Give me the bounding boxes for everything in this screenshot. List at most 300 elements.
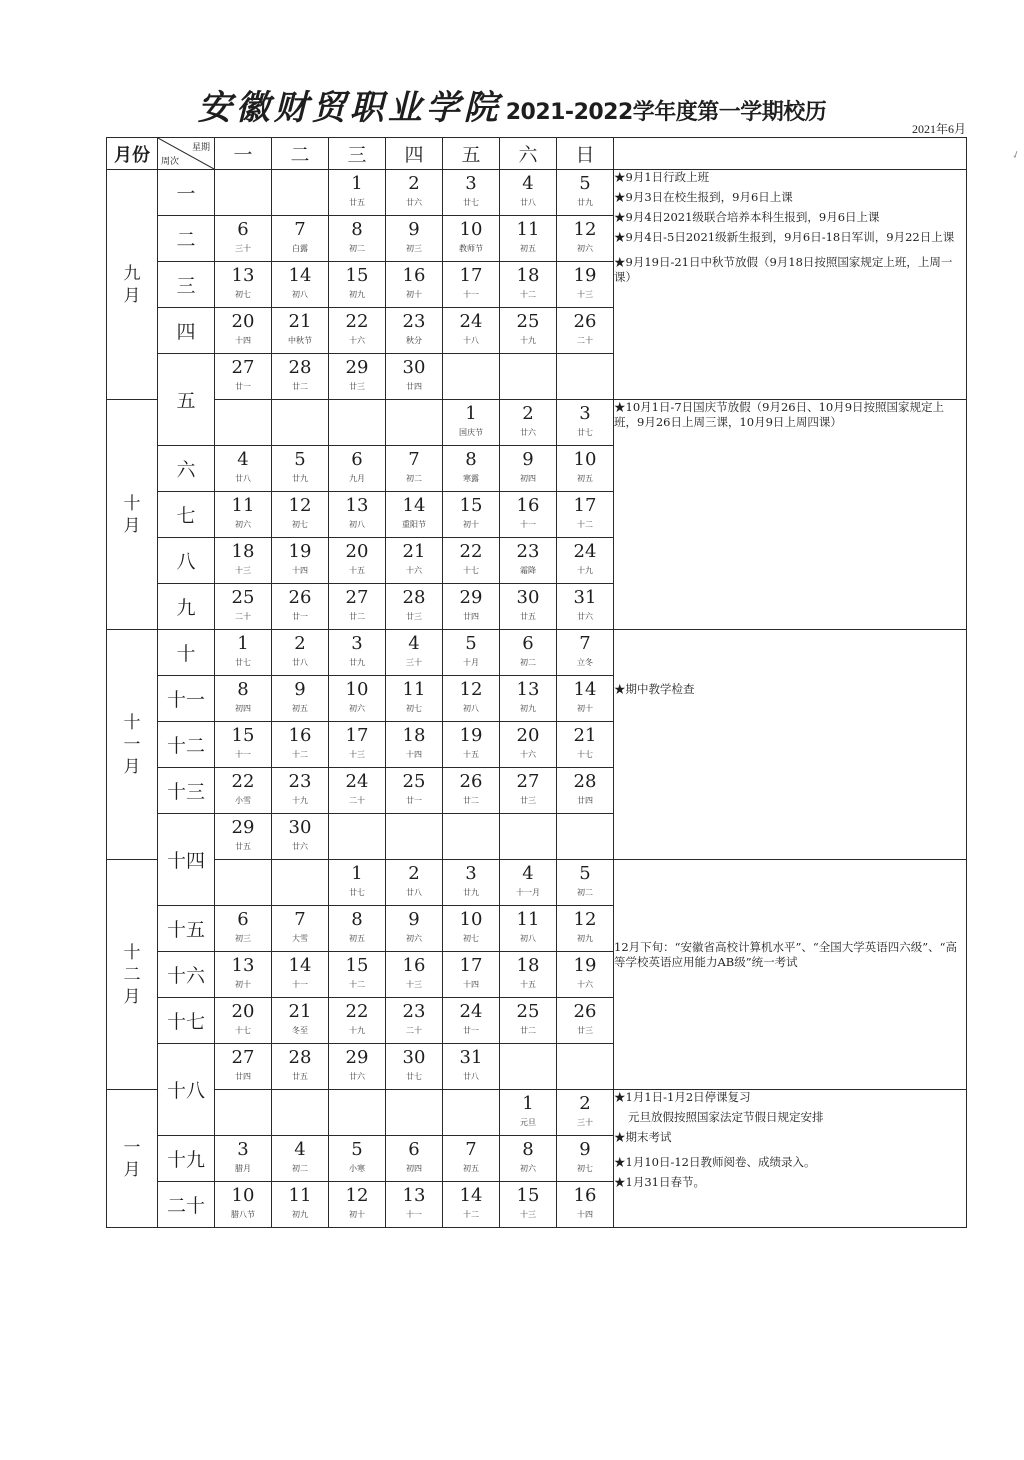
empty-day-cell (386, 1090, 443, 1136)
lunar-date: 十一月 (516, 888, 540, 897)
day-cell (443, 860, 500, 906)
day-number: 14 (288, 265, 312, 286)
day-cell (500, 860, 557, 906)
day-number: 5 (465, 633, 477, 654)
school-name: 安徽财贸职业学院 (197, 88, 502, 128)
lunar-date: 廿四 (577, 796, 593, 805)
lunar-date: 廿八 (235, 474, 251, 483)
day-number: 30 (402, 357, 426, 378)
day-cell (557, 1136, 614, 1182)
day-number: 13 (345, 495, 369, 516)
day-number: 27 (345, 587, 369, 608)
lunar-date: 二十 (235, 612, 251, 621)
lunar-date: 廿五 (520, 612, 536, 621)
day-number: 25 (516, 1001, 540, 1022)
lunar-date: 十四 (463, 980, 479, 989)
day-number: 15 (516, 1185, 540, 1206)
day-cell (386, 1182, 443, 1228)
note-item: ★9月4日-5日2021级新生报到，9月6日-18日军训，9月22日上课 (614, 230, 955, 244)
empty-day-cell (500, 1044, 557, 1090)
day-cell (443, 768, 500, 814)
day-cell (557, 906, 614, 952)
day-number: 1 (522, 1093, 534, 1114)
day-number: 28 (288, 357, 312, 378)
day-cell (272, 906, 329, 952)
day-number: 11 (516, 219, 540, 240)
lunar-date: 廿六 (349, 1072, 365, 1081)
lunar-date: 初七 (292, 520, 308, 529)
day-cell (329, 446, 386, 492)
day-number: 16 (573, 1185, 597, 1206)
lunar-date: 初十 (406, 290, 422, 299)
lunar-date: 廿一 (235, 382, 251, 391)
lunar-date: 十八 (463, 336, 479, 345)
lunar-date: 十九 (520, 336, 536, 345)
day-cell (215, 630, 272, 676)
day-cell (443, 952, 500, 998)
lunar-date: 三十 (577, 1118, 593, 1127)
lunar-date: 廿三 (520, 796, 536, 805)
day-cell (329, 768, 386, 814)
week-number: 六 (158, 446, 215, 492)
day-number: 3 (465, 173, 477, 194)
day-number: 8 (465, 449, 477, 470)
month-oct (107, 400, 158, 630)
week-number: 十二 (158, 722, 215, 768)
month-label: 十 二 月 (123, 942, 141, 1007)
day-number: 10 (459, 909, 483, 930)
day-cell (272, 216, 329, 262)
lunar-date: 初十 (235, 980, 251, 989)
day-cell (500, 170, 557, 216)
day-number: 15 (345, 265, 369, 286)
day-number: 8 (522, 1139, 534, 1160)
week-row (107, 170, 967, 216)
lunar-date: 初七 (577, 1164, 593, 1173)
lunar-date: 廿八 (406, 888, 422, 897)
day-cell (215, 446, 272, 492)
day-cell (329, 1136, 386, 1182)
day-number: 18 (516, 265, 540, 286)
day-cell (329, 1044, 386, 1090)
lunar-date: 十一 (463, 290, 479, 299)
week-number: 三 (158, 262, 215, 308)
day-cell (557, 538, 614, 584)
day-number: 7 (408, 449, 420, 470)
day-cell (272, 262, 329, 308)
week-number: 二 (158, 216, 215, 262)
day-number: 4 (522, 863, 534, 884)
day-cell (329, 170, 386, 216)
day-cell (215, 584, 272, 630)
lunar-date: 十六 (520, 750, 536, 759)
empty-day-cell (215, 170, 272, 216)
day-cell (443, 308, 500, 354)
day-cell (329, 538, 386, 584)
day-number: 27 (516, 771, 540, 792)
day-cell (386, 998, 443, 1044)
lunar-date: 初八 (349, 520, 365, 529)
day-cell (443, 400, 500, 446)
empty-day-cell (272, 170, 329, 216)
month-column-header: 月份 (107, 138, 158, 170)
day-number: 10 (231, 1185, 255, 1206)
day-number: 5 (579, 173, 591, 194)
day-cell (272, 354, 329, 400)
day-cell (557, 216, 614, 262)
day-number: 24 (459, 311, 483, 332)
month-label: 一 月 (123, 1137, 141, 1180)
lunar-date: 廿二 (349, 612, 365, 621)
lunar-date: 十三 (520, 1210, 536, 1219)
day-number: 14 (573, 679, 597, 700)
day-cell (500, 1136, 557, 1182)
day-number: 29 (459, 587, 483, 608)
day-number: 18 (231, 541, 255, 562)
day-number: 4 (522, 173, 534, 194)
empty-day-cell (557, 814, 614, 860)
day-cell (386, 630, 443, 676)
day-number: 12 (345, 1185, 369, 1206)
lunar-date: 十四 (235, 336, 251, 345)
corner-header (158, 138, 215, 170)
week-number: 十一 (158, 676, 215, 722)
lunar-date: 初五 (463, 1164, 479, 1173)
note-item: ★9月19日-21日中秋节放假（9月18日按照国家规定上班，上周一课） (614, 255, 953, 284)
term-title: 2021-2022学年度第一学期校历 (505, 100, 827, 125)
day-number: 17 (459, 955, 483, 976)
day-number: 10 (573, 449, 597, 470)
day-number: 4 (294, 1139, 306, 1160)
lunar-date: 廿一 (292, 612, 308, 621)
lunar-date: 秋分 (406, 336, 422, 345)
lunar-date: 廿七 (235, 658, 251, 667)
day-number: 29 (345, 1047, 369, 1068)
empty-day-cell (215, 400, 272, 446)
day-cell (386, 538, 443, 584)
weekday-header: 日 (557, 138, 614, 170)
lunar-date: 十三 (406, 980, 422, 989)
month-label: 十 月 (123, 493, 141, 536)
scan-mark: ✓ (1010, 148, 1023, 163)
school-calendar-table (106, 137, 967, 1228)
lunar-date: 廿三 (577, 1026, 593, 1035)
day-number: 8 (351, 219, 363, 240)
day-number: 25 (516, 311, 540, 332)
day-cell (500, 998, 557, 1044)
lunar-date: 十九 (577, 566, 593, 575)
day-cell (443, 170, 500, 216)
day-cell (557, 998, 614, 1044)
lunar-date: 三十 (235, 244, 251, 253)
day-number: 22 (345, 1001, 369, 1022)
day-number: 20 (231, 1001, 255, 1022)
lunar-date: 九月 (349, 474, 365, 483)
day-number: 24 (573, 541, 597, 562)
lunar-date: 初七 (235, 290, 251, 299)
day-number: 2 (294, 633, 306, 654)
lunar-date: 初八 (463, 704, 479, 713)
day-number: 26 (573, 311, 597, 332)
day-number: 14 (402, 495, 426, 516)
lunar-date: 初六 (235, 520, 251, 529)
lunar-date: 初七 (463, 934, 479, 943)
day-cell (500, 952, 557, 998)
lunar-date: 十五 (520, 980, 536, 989)
day-cell (215, 906, 272, 952)
lunar-date: 廿六 (292, 842, 308, 851)
lunar-date: 初九 (520, 704, 536, 713)
month-jan (107, 1090, 158, 1228)
empty-day-cell (557, 1044, 614, 1090)
lunar-date: 廿一 (463, 1026, 479, 1035)
day-cell (272, 492, 329, 538)
day-number: 16 (402, 265, 426, 286)
day-number: 31 (573, 587, 597, 608)
week-number: 八 (158, 538, 215, 584)
lunar-date: 二十 (349, 796, 365, 805)
note-item: ★1月1日-1月2日停课复习 (614, 1090, 751, 1104)
week-number: 七 (158, 492, 215, 538)
day-cell (443, 1136, 500, 1182)
week-number: 十 (158, 630, 215, 676)
day-cell (272, 952, 329, 998)
day-number: 18 (402, 725, 426, 746)
month-nov (107, 630, 158, 860)
lunar-date: 廿八 (292, 658, 308, 667)
day-cell (329, 354, 386, 400)
day-cell (329, 952, 386, 998)
lunar-date: 廿二 (463, 796, 479, 805)
day-number: 14 (288, 955, 312, 976)
weekday-header: 二 (272, 138, 329, 170)
day-number: 22 (345, 311, 369, 332)
day-number: 23 (402, 311, 426, 332)
day-cell (272, 676, 329, 722)
lunar-date: 十二 (577, 520, 593, 529)
day-cell (443, 1182, 500, 1228)
lunar-date: 初三 (235, 934, 251, 943)
lunar-date: 寒露 (463, 474, 479, 483)
lunar-date: 教师节 (459, 244, 483, 253)
day-cell (500, 584, 557, 630)
day-number: 9 (579, 1139, 591, 1160)
day-cell (557, 170, 614, 216)
day-number: 28 (573, 771, 597, 792)
note-item: ★10月1日-7日国庆节放假（9月26日、10月9日按照国家规定上班，9月26日上周三课，10月9日上周四课） (614, 400, 945, 429)
day-number: 29 (231, 817, 255, 838)
day-cell (272, 768, 329, 814)
day-number: 12 (573, 219, 597, 240)
day-number: 23 (516, 541, 540, 562)
day-cell (557, 584, 614, 630)
lunar-date: 廿八 (463, 1072, 479, 1081)
empty-day-cell (386, 814, 443, 860)
day-cell (272, 308, 329, 354)
lunar-date: 十一 (235, 750, 251, 759)
day-number: 17 (345, 725, 369, 746)
empty-day-cell (443, 1090, 500, 1136)
lunar-date: 初八 (520, 934, 536, 943)
lunar-date: 廿二 (520, 1026, 536, 1035)
day-cell (386, 170, 443, 216)
day-cell (215, 1044, 272, 1090)
weekday-header: 三 (329, 138, 386, 170)
lunar-date: 廿二 (292, 382, 308, 391)
day-number: 10 (459, 219, 483, 240)
lunar-date: 廿三 (406, 612, 422, 621)
week-number: 十七 (158, 998, 215, 1044)
day-number: 12 (573, 909, 597, 930)
notes-dec (614, 860, 967, 1090)
day-cell (443, 630, 500, 676)
day-cell (386, 584, 443, 630)
lunar-date: 初六 (520, 1164, 536, 1173)
day-cell (557, 1182, 614, 1228)
day-number: 6 (237, 219, 249, 240)
day-number: 4 (408, 633, 420, 654)
day-number: 6 (408, 1139, 420, 1160)
day-cell (215, 216, 272, 262)
week-number-label: 周次 (161, 157, 180, 167)
lunar-date: 十三 (577, 290, 593, 299)
day-number: 20 (231, 311, 255, 332)
lunar-date: 十四 (406, 750, 422, 759)
day-number: 12 (459, 679, 483, 700)
day-cell (329, 676, 386, 722)
lunar-date: 初九 (349, 290, 365, 299)
lunar-date: 十六 (349, 336, 365, 345)
lunar-date: 初三 (406, 244, 422, 253)
day-cell (500, 630, 557, 676)
lunar-date: 十二 (520, 290, 536, 299)
day-cell (500, 446, 557, 492)
day-cell (557, 1090, 614, 1136)
day-number: 18 (516, 955, 540, 976)
lunar-date: 立冬 (577, 658, 593, 667)
day-cell (500, 400, 557, 446)
day-number: 3 (465, 863, 477, 884)
lunar-date: 廿四 (406, 382, 422, 391)
day-cell (443, 492, 500, 538)
lunar-date: 初五 (577, 474, 593, 483)
day-number: 26 (573, 1001, 597, 1022)
lunar-date: 冬至 (292, 1026, 308, 1035)
day-number: 8 (351, 909, 363, 930)
lunar-date: 初六 (349, 704, 365, 713)
day-number: 7 (294, 909, 306, 930)
lunar-date: 十六 (577, 980, 593, 989)
day-number: 2 (522, 403, 534, 424)
day-cell (272, 722, 329, 768)
lunar-date: 十四 (292, 566, 308, 575)
week-number: 九 (158, 584, 215, 630)
lunar-date: 初四 (235, 704, 251, 713)
lunar-date: 十七 (235, 1026, 251, 1035)
lunar-date: 廿七 (463, 198, 479, 207)
day-number: 26 (459, 771, 483, 792)
day-cell (329, 216, 386, 262)
empty-day-cell (329, 1090, 386, 1136)
lunar-date: 十五 (463, 750, 479, 759)
day-cell (386, 860, 443, 906)
lunar-date: 廿八 (520, 198, 536, 207)
day-number: 15 (345, 955, 369, 976)
lunar-date: 廿四 (463, 612, 479, 621)
lunar-date: 初五 (349, 934, 365, 943)
week-number: 四 (158, 308, 215, 354)
lunar-date: 廿六 (406, 198, 422, 207)
day-cell (272, 1182, 329, 1228)
day-number: 28 (402, 587, 426, 608)
lunar-date: 腊八节 (231, 1210, 255, 1219)
week-number: 十八 (158, 1044, 215, 1136)
empty-day-cell (443, 814, 500, 860)
lunar-date: 廿九 (463, 888, 479, 897)
day-cell (443, 1044, 500, 1090)
lunar-date: 廿五 (292, 1072, 308, 1081)
month-dec (107, 860, 158, 1090)
day-number: 3 (351, 633, 363, 654)
day-number: 19 (573, 265, 597, 286)
day-cell (329, 308, 386, 354)
day-number: 25 (402, 771, 426, 792)
lunar-date: 腊月 (235, 1164, 251, 1173)
week-number: 二十 (158, 1182, 215, 1228)
day-cell (500, 262, 557, 308)
day-number: 19 (459, 725, 483, 746)
lunar-date: 国庆节 (459, 428, 483, 437)
day-number: 1 (237, 633, 249, 654)
lunar-date: 初四 (520, 474, 536, 483)
day-cell (386, 308, 443, 354)
day-number: 22 (459, 541, 483, 562)
note-item: ★9月3日在校生报到，9月6日上课 (614, 190, 793, 204)
note-item: ★期末考试 (614, 1130, 672, 1144)
month-sep (107, 170, 158, 400)
lunar-date: 二十 (577, 336, 593, 345)
notes-oct (614, 400, 967, 630)
day-cell (272, 1136, 329, 1182)
day-cell (215, 308, 272, 354)
day-cell (557, 630, 614, 676)
day-cell (215, 952, 272, 998)
lunar-date: 初二 (406, 474, 422, 483)
day-cell (329, 1182, 386, 1228)
week-number: 十四 (158, 814, 215, 906)
day-cell (215, 492, 272, 538)
day-cell (386, 446, 443, 492)
day-number: 30 (288, 817, 312, 838)
day-number: 27 (231, 1047, 255, 1068)
day-cell (215, 538, 272, 584)
day-number: 16 (516, 495, 540, 516)
empty-day-cell (500, 814, 557, 860)
day-cell (215, 814, 272, 860)
lunar-date: 十四 (577, 1210, 593, 1219)
day-number: 2 (408, 173, 420, 194)
day-cell (500, 1090, 557, 1136)
note-item: ★1月10日-12日教师阅卷、成绩录入。 (614, 1155, 816, 1169)
week-number: 十五 (158, 906, 215, 952)
notes-nov (614, 630, 967, 860)
day-number: 15 (231, 725, 255, 746)
day-number: 27 (231, 357, 255, 378)
issue-date: 2021年6月 (911, 122, 966, 136)
empty-day-cell (329, 814, 386, 860)
lunar-date: 廿九 (292, 474, 308, 483)
day-number: 10 (345, 679, 369, 700)
